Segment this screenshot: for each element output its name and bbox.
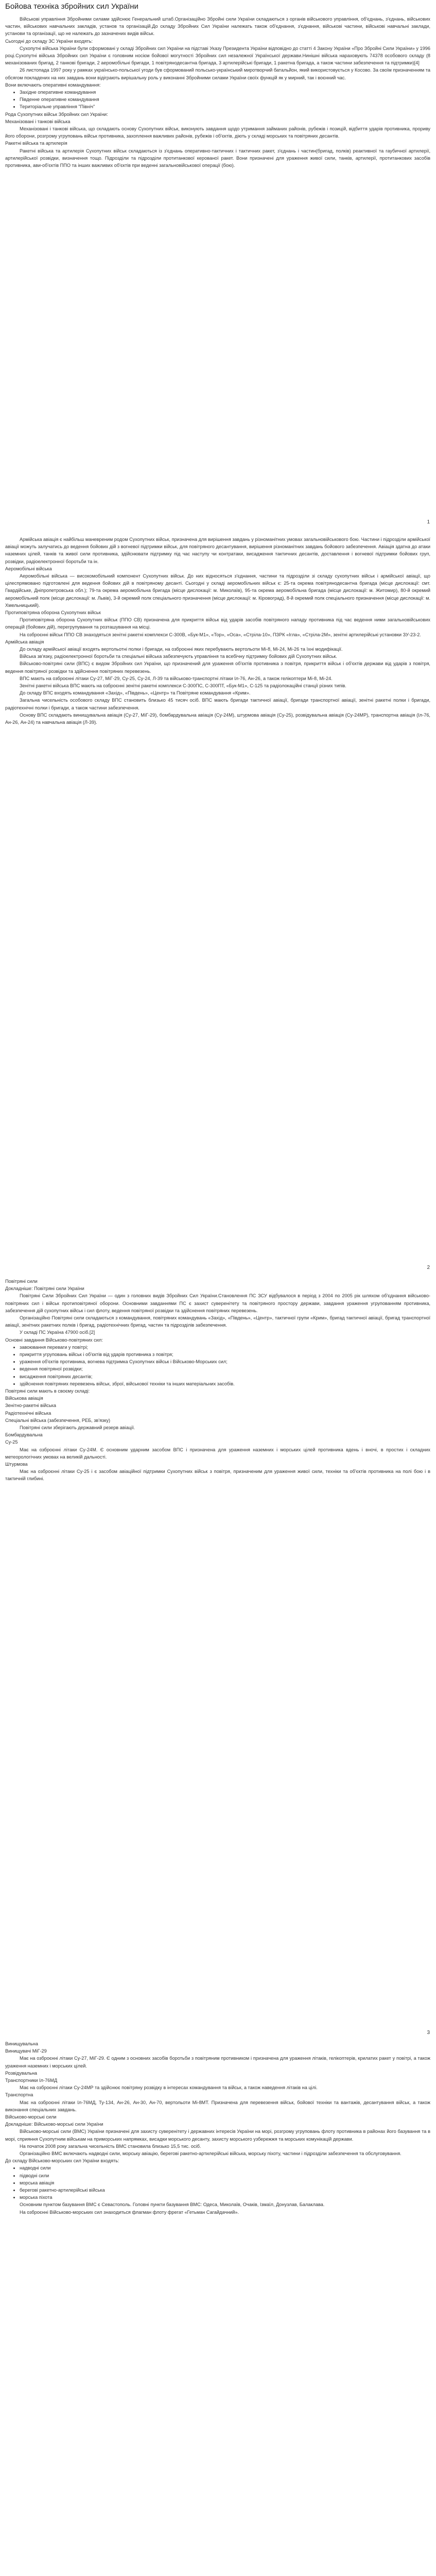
subheading: Транспортники Іл-76МД [5,2078,58,2083]
list-item: • висадження повітряних десантів; [20,1373,430,1380]
subheading: Штурмова [5,1462,28,1467]
subheading: Бомбардувальна [5,1432,43,1438]
list-item: • морська піхота [20,2194,430,2201]
paragraph: До складу ВПС входять командування «Захід», «Південь», «Центр» та Повітряне командування «Крим». [20,690,251,696]
paragraph: Військово-повітряні сили (ВПС) є видом Збройних сил України, що призначений для ураження об'єктів противника з повітря, прикриття військ і об'єктів держави від ударів з повітря, ведення повітряної розвідки та здійснення повітряних перевезень. [5,661,430,674]
list-item: • підводні сили [20,2172,430,2179]
list-item: • морська авіація [20,2179,430,2187]
page-number: 3 [427,2030,430,2036]
paragraph: Основу ВПС складають винищувальна авіація (Су-27, МіГ-29), бомбардувальна авіація (Су-24М), штурмова авіація (Су-25), розвідувальна авіація (Су-24МР), транспортна авіація (Іл-76, Ан-26, Ан-24) та навчальна авіація (Л-39). [5,712,430,725]
subheading: Спеціальні війська (забезпечення, РЕБ, зв'язку) [5,1417,111,1423]
paragraph: Армійська авіація є найбільш маневреним родом Сухопутних військ, призначена для вирішення завдань у різноманітних умовах загальновійськового бою. Частини і підрозділи армійської авіації можуть залучатись до ведення бойових дій з вогневої підтримки військ, для повітряного десантування, вирішення різноманітних завдань бойового забезпечення. Авіація здатна до атаки наземних цілей, танків та живої сили противника, здійснювати підтримку під час наступу чи контратаки, висадження тактичних десантів, доставлення і вогневої підтримки бойових груп, розвідки, радіоелектронної боротьби та ін. [5,537,430,564]
subheading: Докладніше: Військово-морські сили України [5,2122,103,2127]
page-title: Бойова техніка збройних сил України [5,2,138,11]
paragraph: Аеромобільні війська — високомобільний компонент Сухопутних військ. До них відносяться з'єднання, частини та підрозділи зі складу сухопутних військ і армійської авіації, що цілеспрямовано підготовлені для ведення бойових дій в повітряному десанті. Сьогодні у складі аеромобільних військ є: 25-та окрема повітрянодесантна бригада (місце дислокації: смт. Гвардійське, Дніпропетровська обл.); 79-та окрема аеромобільна бригада (місце дислокації: м. Миколаїв), 95-та окрема аеромобільна бригада (місце дислокації: м. Житомир), 80-й окремий аеромобільний полк (місце дислокації: м. Львів), 3-й окремий полк спеціального призначення (місце дислокації: м. Кіровоград), 8-й окремий полк спеціального призначення (місце дислокації: м. Хмельницький). [5,573,430,608]
page-3-text [5,1278,430,1483]
paragraph: На початок 2008 року загальна чисельність ВМС становила близько 15,5 тис. осіб. [20,2143,201,2149]
list-item: • Територіальне управління "Північ" [20,103,430,110]
subheading: Повітряні сили мають в своєму складі: [5,1388,90,1394]
list-item: • ведення повітряної розвідки; [20,1365,430,1372]
subheading: Винищувальна [5,2041,38,2046]
subheading: Транспортна [5,2092,33,2098]
subheading: Механізовані і танкові війська [5,118,71,124]
list-item: • надводні сили [20,2164,430,2172]
subheading: Докладніше: Повітряні сили України [5,1286,84,1292]
page-number: 2 [427,1265,430,1270]
paragraph: Організаційно Повітряні сили складаються з командування, повітряних командувань «Захід», «Південь», «Центр», тактичної групи «Крим», бригад тактичної авіації, бригад транспортної авіації, зенітних ракетних полків і бригад, радіотехнічних бригад, частин та підрозділів забезпечення. [5,1315,430,1328]
paragraph: До складу армійської авіації входять вертольотні полки і бригади, на озброєнні яких перебувають вертольоти Мі-8, Мі-24, Мі-26 та їхні модифікації. [20,647,343,652]
subheading: Су-25 [5,1439,18,1445]
subheading: Армійська авіація [5,639,44,645]
subheading: Розвідувальна [5,2070,38,2076]
paragraph: Загальна чисельність особового складу ВПС становить близько 45 тисяч осіб. ВПС мають бригади тактичної авіації, бригади транспортної авіації, зенітні ракетні полки і бригади, радіотехнічні полки і бригади, а також частини забезпечення. [5,698,430,710]
list-item: • Західне оперативне командування [20,89,430,96]
paragraph: Повітряні сили зберігають державний резерв авіації. [20,1425,135,1431]
paragraph: Військово-морські сили (ВМС) України призначені для захисту суверенітету і державних інтересів України на морі, розгрому угруповань флоту противника в районах його базування та в морі, сприяння Сухопутним військам на приморських напрямках, висадки морського десанту, захисту морського узбережжя та морських комунікацій держави. [5,2129,430,2142]
subheading: Протиповітряна оборона Сухопутних військ [5,610,101,616]
paragraph: Повітряні Сили Збройних Сил України — один з головних видів Збройних Сил України.Становлення ПС ЗСУ відбувалося в період з 2004 по 2005 рік шляхом об'єднання військово-повітряних сил і військ протиповітряної оборони. Основними завданнями ПС є захист суверенітету та повітряного простору держави, завдання ураження угрупованням противника, забезпечення дій сухопутних військ і сил флоту, ведення повітряної розвідки та здійснення повітряних перевезень. [5,1293,430,1313]
paragraph: Сьогодні до складу ЗС України входять: [5,38,93,44]
paragraph: Вони включають оперативні командування: [5,82,101,88]
subheading: Аеромобільні війська [5,566,52,571]
paragraph: Протиповітряна оборона Сухопутних військ (ППО СВ) призначена для прикриття військ від ударів засобів повітряного нападу противника під час ведення ними загальновійськових операцій (бойових дій), перегрупування та розташування на місці. [5,617,430,630]
subheading: До складу Військово-морських сил України входять: [5,2158,119,2164]
navy-list [5,2164,430,2201]
page-4-text [5,2040,430,2216]
paragraph: Має на озброєнні літаки Су-24МР та здійснює повітряну розвідку в інтересах командування та військ, а також наведення літаків на цілі. [20,2085,318,2091]
tasks-list [5,1344,430,1387]
paragraph: Ракетні війська та артилерія Сухопутних військ складаються із з'єднань оперативно-тактичних і тактичних ракет, з'єднань і частин(бригад, полків) реактивної та гаубичної артилерії, артилерійської розвідки, визначення тощо. Підрозділи та підрозділи протитанкової керованої ракет. Вони призначені для ураження живої сили, танків, артилерії, протитанкових засобів противника, ави-об'єктів ППО та інших важливих об'єктів при веденні загальновійськової операції (бою). [5,148,430,168]
paragraph: ВПС мають на озброєнні літаки Су-27, МіГ-29, Су-25, Су-24, Л-39 та військово-транспортні літаки Іл-76, Ан-26, а також гелікоптери Мі-8, Мі-24. [20,675,333,681]
paragraph: Військові управління Збройними силами здійснює Генеральний штаб.Організаційно Збройні сили України складаються з органів військового управління, об'єднань, з'єднань, військових частин, військових навчальних закладів, установ та організацій.До складу Збройних Сил України належать також об'єднання, з'єднання, військові частини, військові навчальні заклади, установи та організації, що не належать до зазначених видів військ. [5,16,430,37]
subheading: Зенітно-ракетні війська [5,1403,57,1409]
paragraph: Має на озброєнні літаки Су-25 і є засобом авіаційної підтримки Сухопутних військ з повітря, призначеним для ураження живої сили, техніки та об'єктів противника на полі бою і в тактичній глибині. [5,1469,430,1482]
page-2-text [5,536,430,726]
paragraph: Війська зв'язку, радіоелектронної боротьби та спеціальні війська забезпечують управління та всебічну підтримку бойових дій Сухопутних військ. [20,654,337,659]
list-item: • здійснення повітряних перевезень військ, зброї, військової техніки та інших матеріальних засобів. [20,1380,430,1387]
page-number: 1 [427,519,430,525]
paragraph: Організаційно ВМС включають надводні сили, морську авіацію, берегові ракетно-артилерійські війська, морську піхоту, частини і підрозділи забезпечення та обслуговування. [20,2151,402,2157]
subheading: Військово-морські сили [5,2114,57,2120]
subheading: Повітряні сили [5,1279,38,1284]
paragraph: Зенітні ракетні війська ВПС мають на озброєнні зенітні ракетні комплекси С-300ПС, С-300ПТ, «Бук-М1», С-125 та радіолокаційні станції різних типів. [20,683,346,689]
list-item: • берегові ракетно-артилерійські війська [20,2187,430,2194]
paragraph: На озброєнні військ ППО СВ знаходяться зенітні ракетні комплекси С-300В, «Бук-М1», «Тор», «Оса», «Стріла-10», ПЗРК «Ігла», «Стріла-2М», зенітні артилерійські установки ЗУ-23-2. [20,632,421,637]
list-item: • ураження об'єктів противника, вогнева підтримка Сухопутних військ і Військово-Морських сил; [20,1358,430,1365]
subheading: Ракетні війська та артилерія [5,141,67,146]
paragraph: На озброєнні Військово-морських сил знаходиться флагман флоту фрегат «Гетьман Сагайдачний». [20,2209,239,2215]
paragraph: 26 листопада 1997 року у рамках українсько-польської угоди був сформований польсько-український миротворчий батальйон, який використовується у Косово. За своїм призначенням та обсягом покладених на них завдань вони відіграють вирішальну роль у виконанні Збройними силами України своїх функцій як у мирний, так і воєнний час. [5,67,430,80]
paragraph: Має на озброєнні літаки Су-27, МіГ-29. Є одним з основних засобів боротьби з повітряним противником і призначена для ураження літаків, гелікоптерів, крилатих ракет у повітрі, а також ураження наземних і морських цілей. [5,2056,430,2069]
paragraph: Має на озброєнні літаки Іл-76МД, Ту-134, Ан-26, Ан-30, Ан-70, вертольоти Мі-8МТ. Призначена для перевезення військ, бойової техніки та вантажів, десантування військ, а також виконання спеціальних завдань. [5,2099,430,2112]
subheading: Радіотехнічні війська [5,1410,51,1416]
paragraph: Має на озброєнні літаки Су-24М. Є основним ударним засобом ВПС і призначена для ураження наземних і морських цілей противника вдень і вночі, в простих і складних метеорологічних умовах на великій дальності. [5,1447,430,1460]
list-item: • завоювання переваги у повітрі; [20,1344,430,1351]
list-item: • прикриття угруповань військ і об'єктів від ударів противника з повітря; [20,1351,430,1358]
subheading: Рода Сухопутних військ Збройних сил України: [5,111,108,117]
command-list [5,89,430,111]
subheading: Основні завдання Військово-повітряних сил: [5,1337,103,1343]
paragraph: Механізовані і танкові війська, що складають основу Сухопутних військ, виконують завдання щодо утримання займаних районів, рубежів і позицій, відбиття ударів противника, прориву його оборони, розгрому угруповань військ противника, захоплення важливих районів, рубежів і об'єктів, діють у складі морських та повітряних десантів. [5,126,430,139]
paragraph: Основним пунктом базування ВМС є Севастополь. Головні пункти базування ВМС: Одеса, Миколаїв, Очаків, Ізмаїл, Донузлав, Балаклава. [20,2202,325,2208]
subheading: Військова авіація [5,1396,43,1401]
paragraph: Сухопутні війська України були сформовані у складі Збройних сил України на підставі Указу Президента України відповідно до статті 4 Закону України «Про Збройні Сили України» у 1996 році.Сухопутні війська Збройних сил України є головним носієм бойової могутності Збройних сил незалежної Української держави.Нинішні війська нараховують 74378 особового складу (8 механізованих бригад, 2 танкові бригади, 2 аеромобільні бригади, 1 повітрянодесантна бригада, 3 артилерійські бригади, 1 ракетна бригада, а також частини забезпечення та підтримки)[4] [5,45,430,66]
page-1-text [5,15,430,169]
paragraph: У складі ПС Україна 47900 осіб.[2] [20,1330,95,1335]
subheading: Винищувачі МіГ-29 [5,2048,47,2054]
list-item: • Південне оперативне командування [20,96,430,103]
